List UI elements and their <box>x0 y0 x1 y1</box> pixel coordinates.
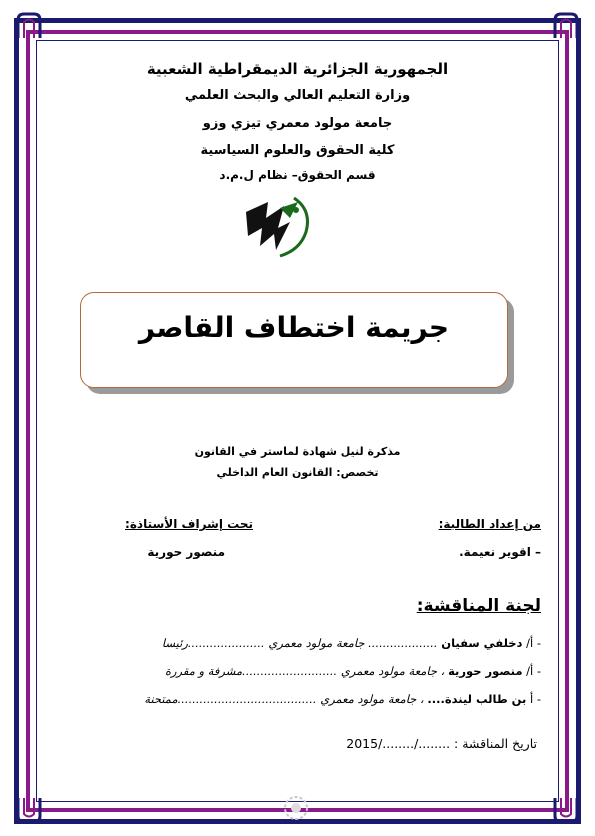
member-prefix: - أ/ <box>526 636 541 650</box>
member-affiliation: ، جامعة مولود معمري <box>320 692 424 706</box>
corner-ornament-icon <box>14 10 44 40</box>
corner-ornament-icon <box>14 796 44 826</box>
member-prefix: - أ/ <box>526 664 541 678</box>
member-affiliation: ................... جامعة مولود معمري <box>268 636 438 650</box>
member-name: منصور حورية <box>448 664 523 678</box>
corner-ornament-icon <box>551 10 581 40</box>
member-role: .....................رئيسا <box>161 636 265 650</box>
university-line: جامعة مولود معمري تيزي وزو <box>202 116 393 131</box>
member-role: ......................................ممتحنة <box>144 692 317 706</box>
member-prefix: - أ <box>529 692 541 706</box>
member-role: ..........................مشرفة و مقررة <box>164 664 338 678</box>
supervisor-name: منصور حورية <box>147 545 225 559</box>
corner-ornament-icon <box>551 796 581 826</box>
committee-member <box>51 692 541 706</box>
ministry-line: وزارة التعليم العالي والبحث العلمي <box>184 88 411 103</box>
committee-member <box>51 664 541 678</box>
member-name: بن طالب ليندة.... <box>427 692 527 706</box>
prepared-by-label: من إعداد الطالبة: <box>438 517 541 531</box>
thesis-title-box <box>80 292 508 388</box>
memo-purpose: مذكرة لنيل شهادة لماستر في القانون <box>194 445 401 458</box>
seal-watermark-icon <box>282 794 310 822</box>
student-name: – اقوير نعيمة. <box>459 545 541 559</box>
university-logo-icon <box>238 188 318 264</box>
republic-line: الجمهورية الجزائرية الديمقراطية الشعبية <box>146 60 449 78</box>
committee-label: لجنة المناقشة: <box>416 596 541 616</box>
department-line: قسم الحقوق– نظام ل.م.د <box>219 168 376 182</box>
defense-date: تاريخ المناقشة : ......../......../2015 <box>346 736 537 751</box>
member-affiliation: ، جامعة مولود معمري <box>340 664 445 678</box>
thesis-title: جريمة اختطاف القاصر <box>138 311 450 344</box>
supervision-label: تحت إشراف الأستاذة: <box>125 517 253 531</box>
committee-member <box>51 636 541 650</box>
memo-specialty: تخصص: القانون العام الداخلي <box>216 466 379 479</box>
faculty-line: كلية الحقوق والعلوم السياسية <box>200 143 395 158</box>
member-name: دخلفي سفيان <box>441 636 523 650</box>
